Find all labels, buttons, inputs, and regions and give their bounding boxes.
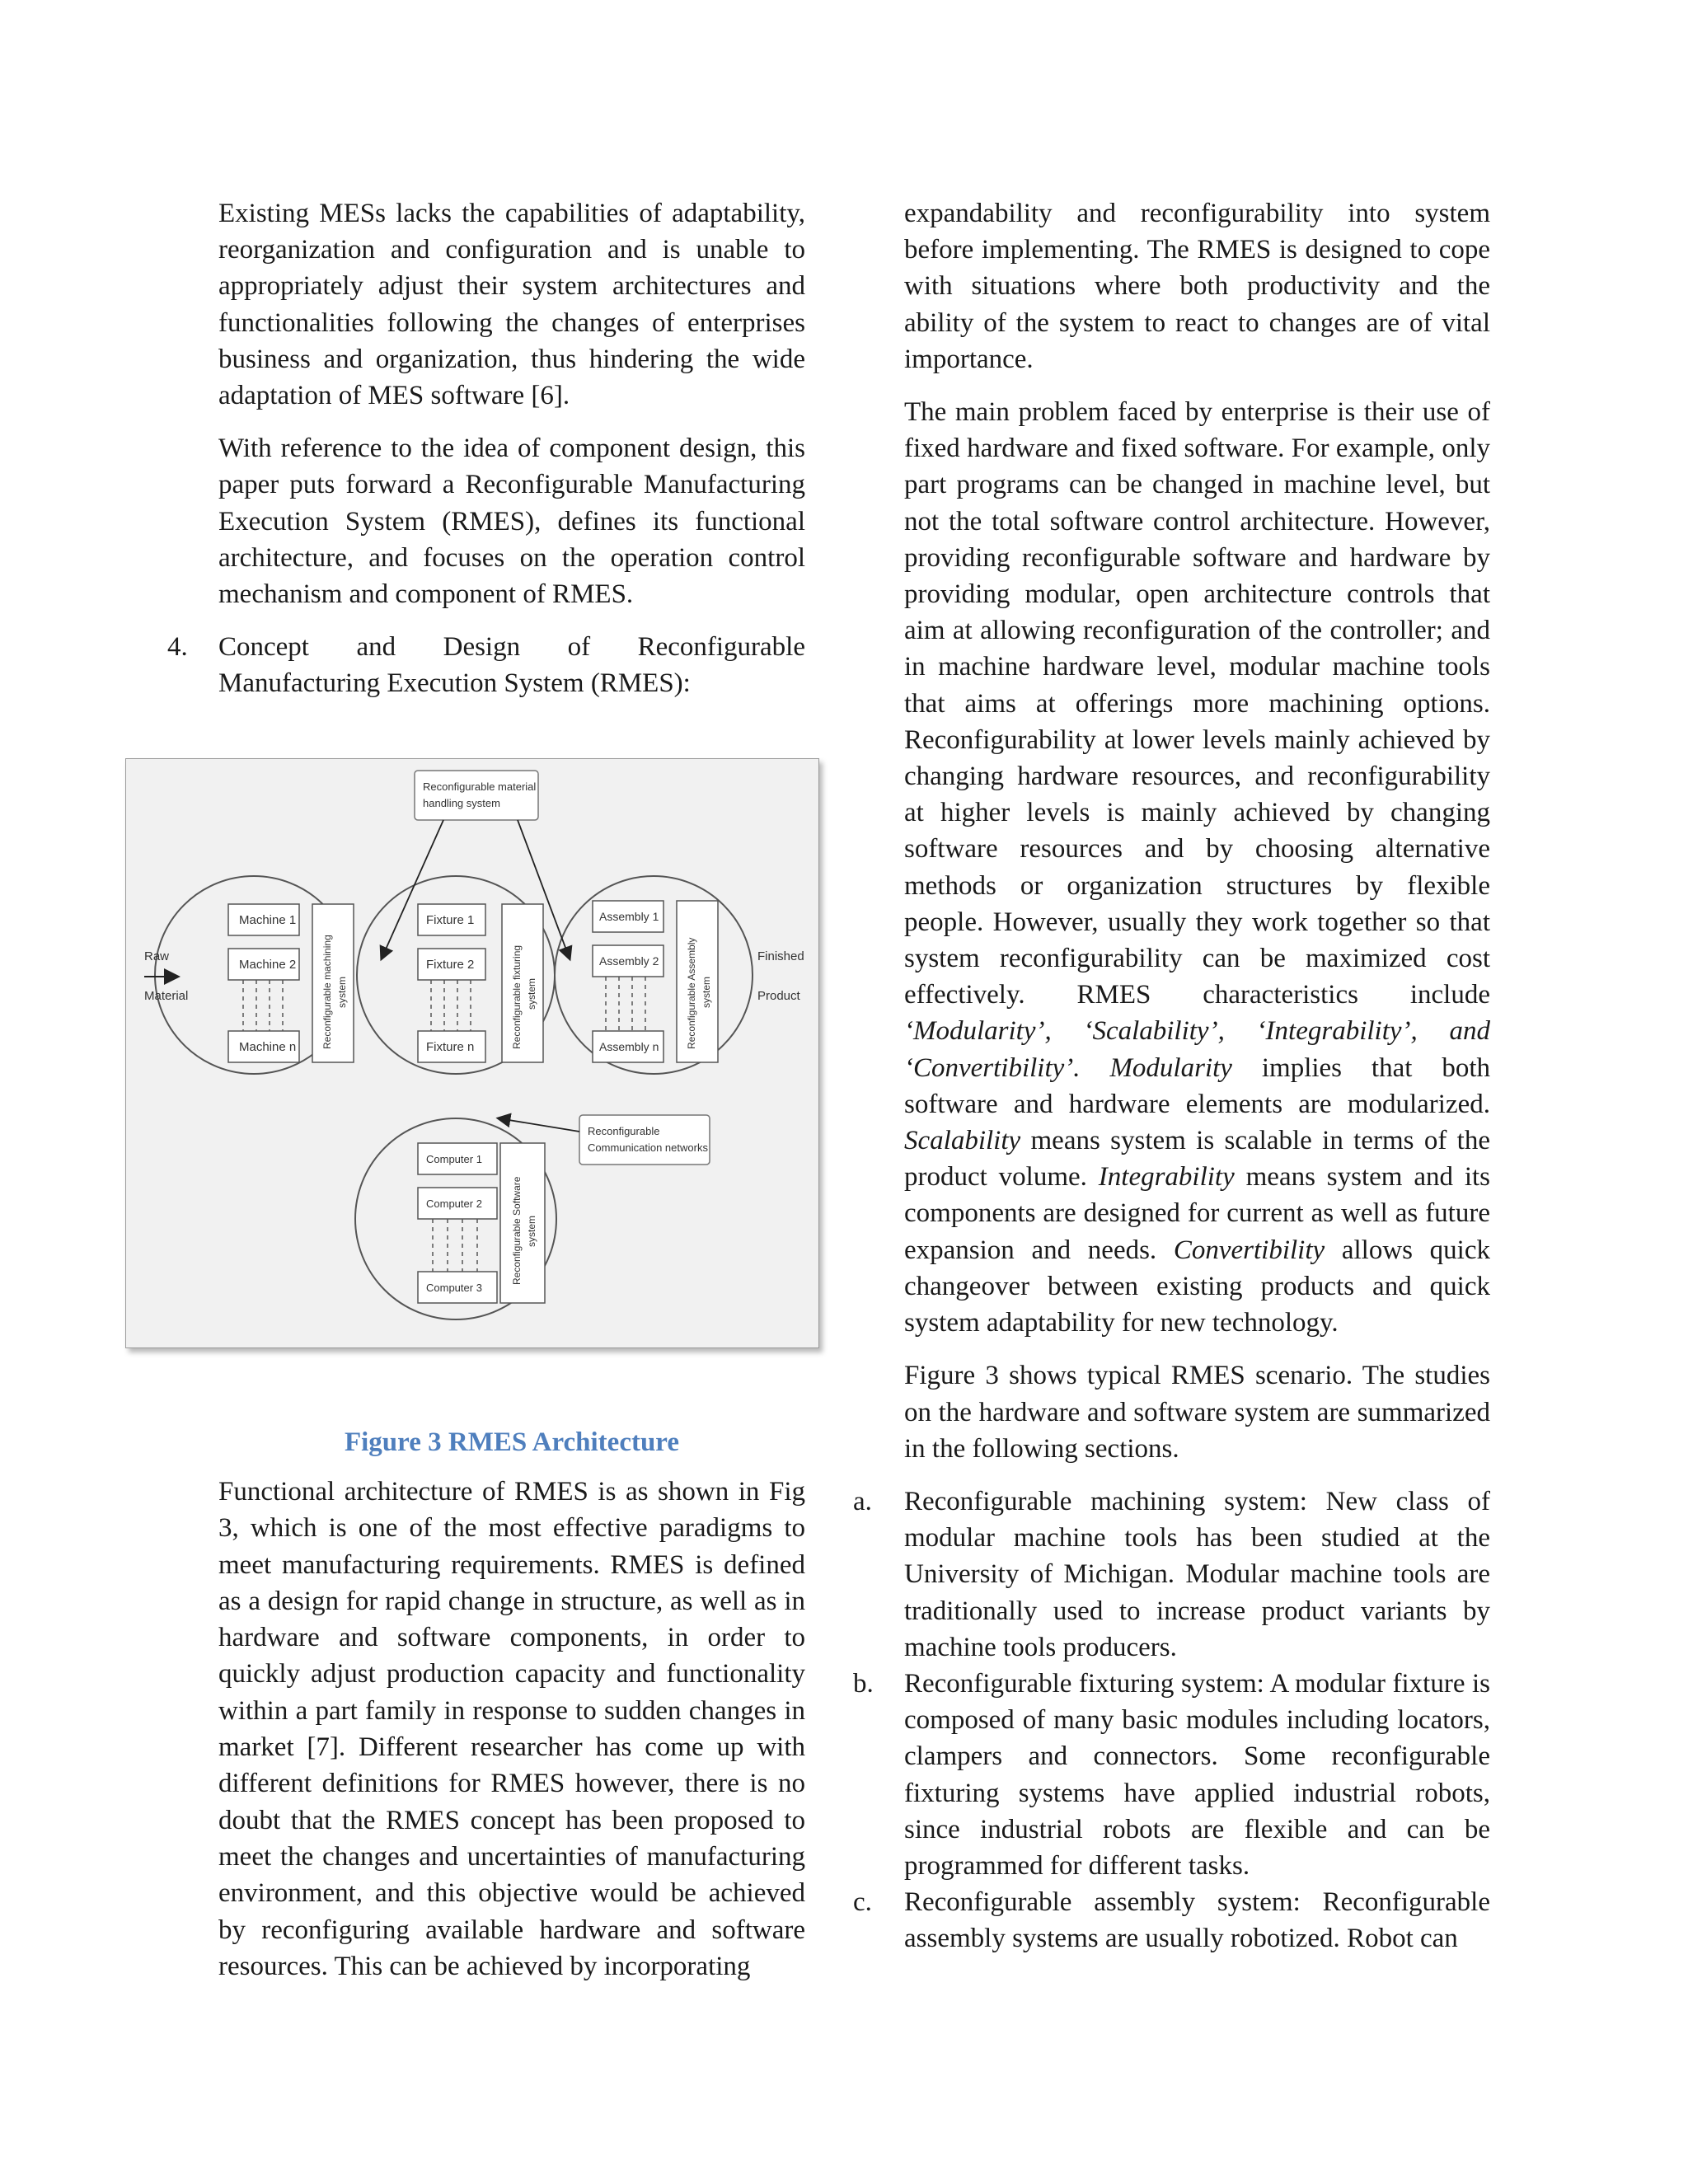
fixturing-group [418, 904, 543, 1062]
right-paragraph-2-emphasis-3: Integrability [1098, 1162, 1235, 1193]
right-paragraph-2-emphasis-2: Scalability [904, 1126, 1021, 1156]
list-item-label: b. [853, 1668, 874, 1699]
svg-text:system: system [701, 976, 712, 1008]
right-paragraph-2-part-a: The main problem faced by enterprise is their use of fixed hardware and fixed software. For example, only part programs can be changed in machine level, but not the total software control architecture. However, providing reconfigurable software and hardware by providing modular, open architecture controls that aim at allowing reconfiguration of the controller; and in machine hardware level, modular machine tools that aims at offerings more machining options. Reconfigurability at lower levels mainly achieved by changing hardware resources, and reconfigurability at higher levels is mainly achieved by changing software resources and by choosing alternative methods or organization structures by flexible people. However, usually they work together so that system reconfigurability can be maximized cost effectively. RMES characteristics include [904, 397, 1490, 1010]
left-column-top [167, 195, 805, 733]
svg-text:Reconfigurable fixturing: Reconfigurable fixturing [511, 944, 523, 1049]
left-paragraph-3: Functional architecture of RMES is as shown in Fig 3, which is one of the most effective paradigms to meet manufacturing requirements. RMES is defined as a design for rapid change in structure, as well as in hardware and software components, in order to quickly adjust production capacity and functionality within a part family in response to sudden changes in market [7]. Different researcher has come up with different definitions for RMES however, there is no doubt that the RMES concept has been proposed to meet the changes and uncertainties of manufacturing environment, and this objective would be achieved by reconfiguring available hardware and software resources. This can be achieved by incorporating [218, 1477, 805, 1981]
svg-text:Computer 1: Computer 1 [426, 1153, 482, 1165]
svg-text:handling system: handling system [423, 797, 500, 809]
svg-text:Fixture n: Fixture n [426, 1040, 475, 1054]
right-paragraph-2-emphasis-4: Convertibility [1173, 1235, 1325, 1265]
left-paragraph-2: With reference to the idea of component design, this paper puts forward a Reconfigurable Manufacturing Execution System (RMES), defines its functional architecture, and focuses on the operation control mechanism and component of RMES. [218, 434, 805, 610]
svg-text:Fixture 1: Fixture 1 [426, 913, 475, 927]
material-handling-box [415, 771, 538, 820]
machining-group [228, 904, 354, 1062]
right-paragraph-2-part-e: allows quick changeover between existing products and quick system adaptability for new technology. [904, 1235, 1490, 1338]
right-paragraph-2 [904, 394, 1490, 1341]
right-paragraph-3: Figure 3 shows typical RMES scenario. The studies on the hardware and software system are summarized in the following sections. [904, 1361, 1490, 1464]
list-item-text: Reconfigurable fixturing system: A modular fixture is composed of many basic modules including locators, clampers and connectors. Some reconfigurable fixturing systems have applied industrial robots, since industrial robots are flexible and can be programmed for different tasks. [904, 1668, 1490, 1881]
right-paragraph-2-emphasis-1: ‘Modularity’, ‘Scalability’, ‘Integrability’, and ‘Convertibility’. Modularity [904, 1016, 1490, 1083]
rmes-architecture-figure [125, 758, 819, 1348]
svg-text:Reconfigurable Assembly: Reconfigurable Assembly [686, 937, 697, 1049]
figure-caption: Figure 3 RMES Architecture [344, 1427, 680, 1457]
section-heading [167, 629, 805, 701]
svg-text:Reconfigurable: Reconfigurable [588, 1125, 660, 1137]
finished-label: Finished [757, 949, 804, 963]
raw-label: Raw [144, 949, 170, 963]
section-heading-line-1: Concept and Design of Reconfigurable [218, 632, 805, 663]
svg-text:Computer 2: Computer 2 [426, 1197, 482, 1210]
svg-text:Machine 1: Machine 1 [239, 913, 297, 927]
svg-text:Machine 2: Machine 2 [239, 958, 297, 972]
software-group [418, 1143, 545, 1303]
svg-text:system: system [526, 977, 537, 1010]
communication-networks-box [579, 1115, 710, 1165]
svg-text:Fixture 2: Fixture 2 [426, 958, 475, 972]
list-item [853, 1884, 1490, 1957]
svg-text:Assembly 1: Assembly 1 [599, 910, 659, 923]
right-column [853, 195, 1491, 1957]
svg-text:Assembly 2: Assembly 2 [599, 954, 659, 968]
right-paragraph-2-part-c: means system is scalable in terms of the product volume. [904, 1126, 1491, 1193]
list-item-label: c. [853, 1887, 872, 1918]
svg-text:Assembly n: Assembly n [599, 1040, 659, 1053]
svg-text:Communication networks: Communication networks [588, 1141, 708, 1154]
product-label: Product [757, 989, 800, 1003]
right-paragraph-1: expandability and reconfigurability into system before implementing. The RMES is designed to cope with situations where both productivity and the ability of the system to react to changes are of vital importance. [904, 199, 1490, 374]
assembly-group [593, 901, 718, 1062]
list-item-text: Reconfigurable machining system: New class of modular machine tools has been studied at the University of Michigan. Modular machine tools are traditionally used to increase product variants by machine tools producers. [904, 1486, 1490, 1662]
svg-text:Computer 3: Computer 3 [426, 1282, 482, 1294]
svg-text:Reconfigurable material: Reconfigurable material [423, 780, 537, 793]
list-item [853, 1666, 1490, 1884]
subsystem-list [853, 1483, 1490, 1957]
list-item-label: a. [853, 1486, 872, 1516]
svg-text:Reconfigurable machining: Reconfigurable machining [321, 935, 333, 1049]
svg-text:system: system [336, 976, 348, 1008]
list-item-text: Reconfigurable assembly system: Reconfigurable assembly systems are usually robotized. Robot can [904, 1887, 1490, 1954]
left-paragraph-1: Existing MESs lacks the capabilities of adaptability, reorganization and configuration and is unable to appropriately adjust their system architectures and functionalities following the changes of enterprises business and organization, thus hindering the wide adaptation of MES software [6]. [218, 199, 805, 411]
right-paragraph-2-part-b: implies that both software and hardware elements are modularized. [904, 1052, 1490, 1119]
svg-text:system: system [526, 1215, 537, 1247]
svg-text:Machine n: Machine n [239, 1040, 297, 1054]
svg-text:Reconfigurable Software: Reconfigurable Software [511, 1176, 523, 1285]
section-number: 4. [167, 632, 188, 663]
rmes-diagram [126, 759, 818, 1347]
left-column-bottom [218, 1474, 805, 1985]
list-item [853, 1483, 1490, 1666]
right-paragraph-2-part-d: means system and its components are designed for current as well as future expansion and needs. [904, 1162, 1491, 1265]
section-heading-line-2: Manufacturing Execution System (RMES): [218, 668, 691, 699]
material-label: Material [144, 989, 189, 1003]
